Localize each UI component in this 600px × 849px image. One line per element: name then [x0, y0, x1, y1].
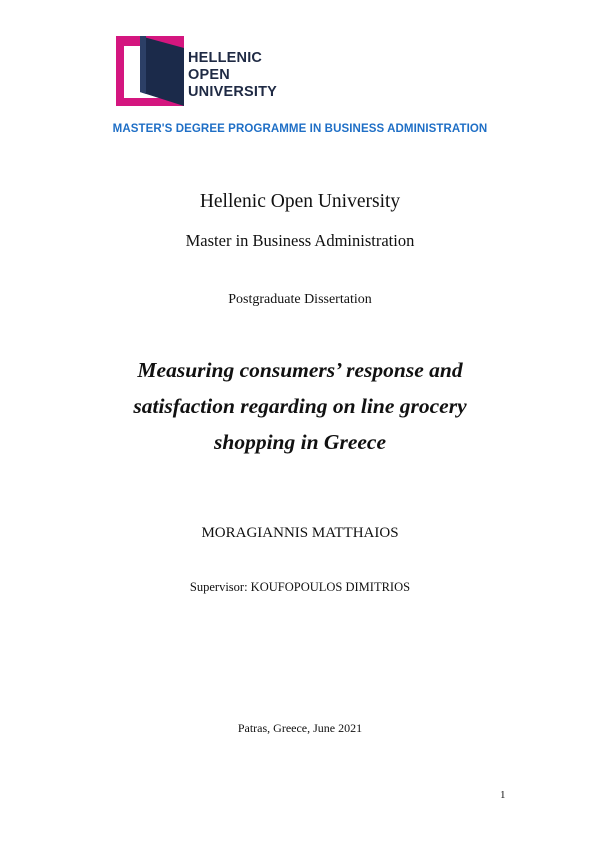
page-number: 1 [500, 789, 506, 801]
place-and-date: Patras, Greece, June 2021 [237, 721, 363, 735]
title-line-1: Measuring consumers’ response and [137, 358, 463, 382]
programme-heading: MASTER'S DEGREE PROGRAMME IN BUSINESS ADMINISTRATION [112, 123, 488, 135]
dissertation-title [0, 352, 600, 460]
logo-line-university: UNIVERSITY [188, 84, 278, 100]
title-line-2: satisfaction regarding on line grocery [133, 394, 467, 418]
degree-name: Master in Business Administration [185, 231, 415, 250]
logo-wordmark [188, 50, 277, 101]
document-type: Postgraduate Dissertation [228, 292, 372, 307]
supervisor-name: Supervisor: KOUFOPOULOS DIMITRIOS [189, 580, 411, 594]
author-name: MORAGIANNIS MATTHAIOS [201, 525, 399, 541]
university-emblem-icon [116, 34, 186, 110]
hellenic-open-university-logo [116, 34, 286, 110]
university-name: Hellenic Open University [199, 191, 401, 212]
title-line-3: shopping in Greece [214, 430, 386, 454]
logo-line-open: OPEN [188, 67, 230, 83]
logo-line-hellenic: HELLENIC [188, 50, 263, 66]
